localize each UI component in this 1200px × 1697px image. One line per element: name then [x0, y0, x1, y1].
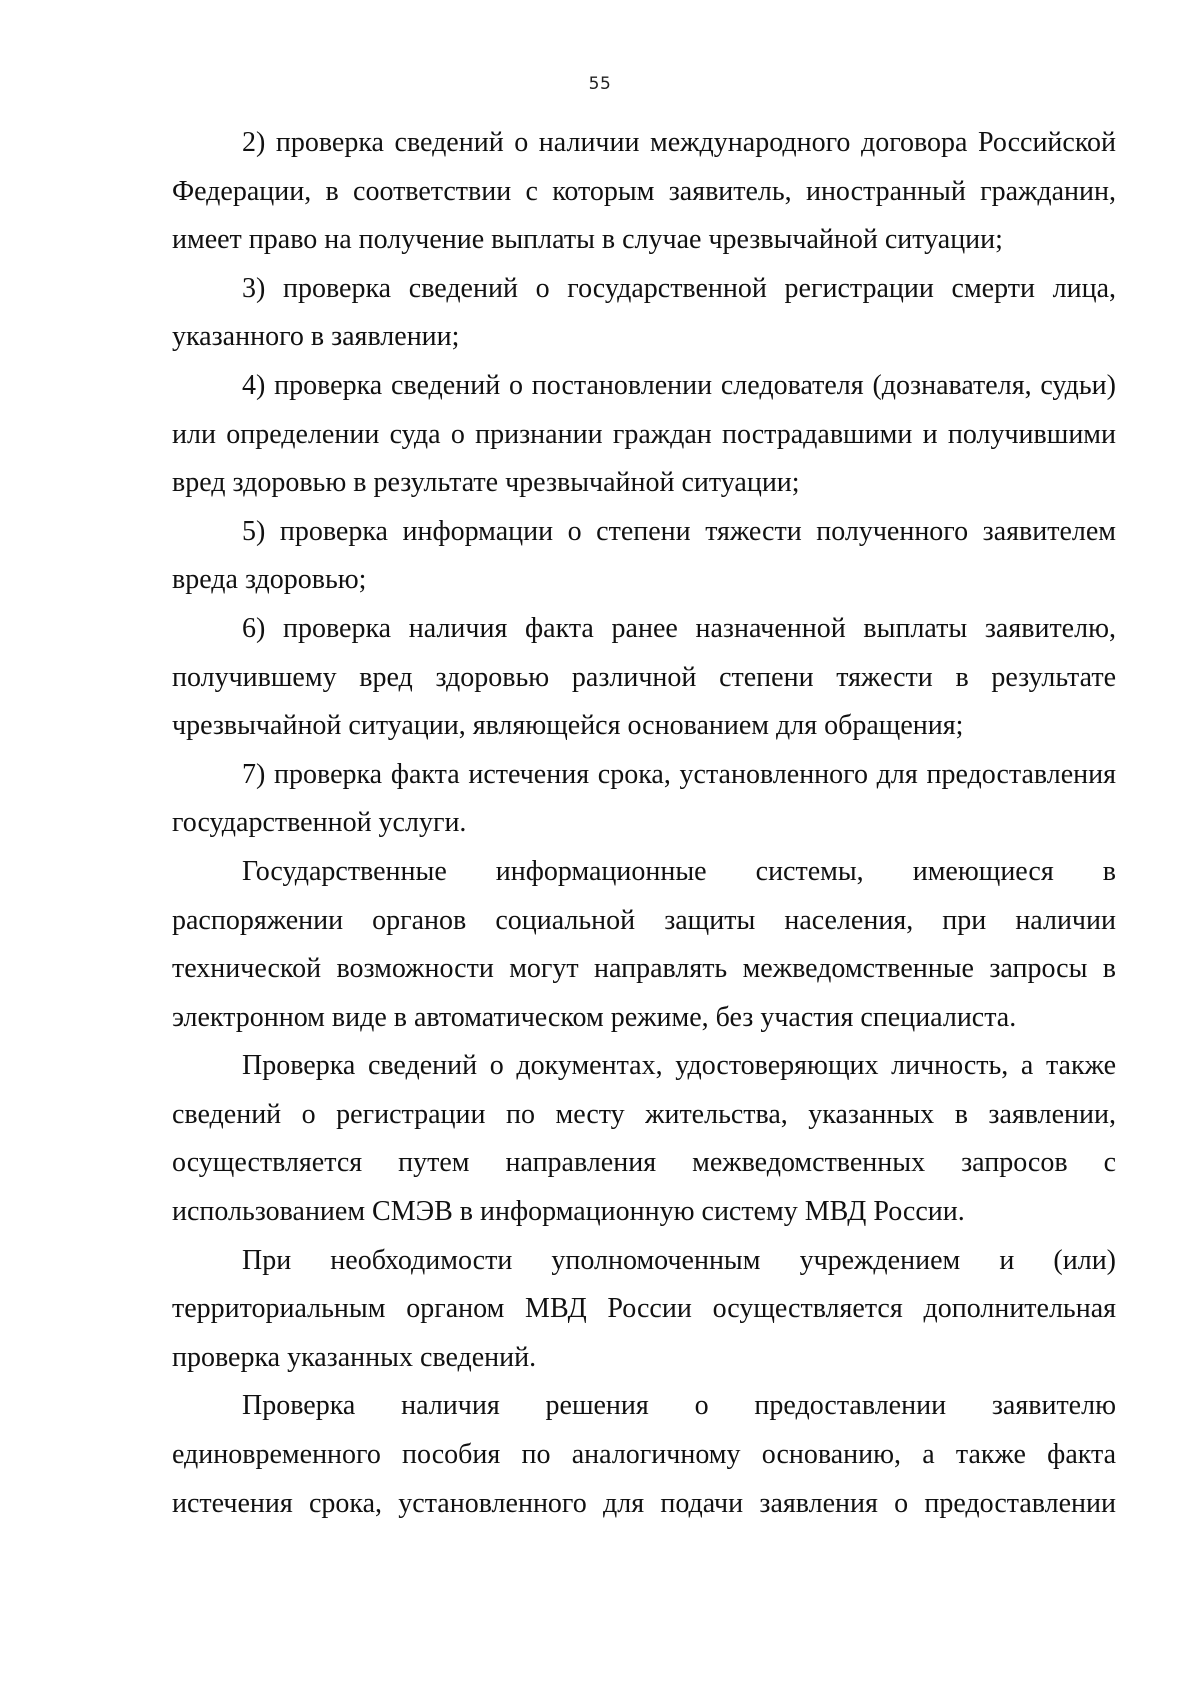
paragraph-information-systems: Государственные информационные системы, имеющиеся в распоряжении органов социальной защиты населения, при наличии технической возможности могут направлять межведомственные запросы в электронном виде в автоматическом режиме, без участия специалиста.	[172, 855, 1116, 1033]
document-body	[172, 119, 1116, 1528]
paragraph-item-2: 2) проверка сведений о наличии международного договора Российской Федерации, в соответствии с которым заявитель, иностранный гражданин, имеет право на получение выплаты в случае чрезвычайной ситуации;	[172, 127, 1116, 256]
paragraph-decision-check: Проверка наличия решения о предоставлении заявителю единовременного пособия по аналогичному основанию, а также факта истечения срока, установленного для подачи заявления о предоставлении	[172, 1390, 1116, 1519]
paragraph-item-7: 7) проверка факта истечения срока, установленного для предоставления государственной услуги.	[172, 758, 1116, 839]
paragraph-item-4: 4) проверка сведений о постановлении следователя (дознавателя, судьи) или определении суда о признании граждан пострадавшими и получившими вред здоровью в результате чрезвычайной ситуации;	[172, 369, 1116, 499]
paragraph-item-3: 3) проверка сведений о государственной регистрации смерти лица, указанного в заявлении;	[172, 272, 1116, 353]
paragraph-item-5: 5) проверка информации о степени тяжести полученного заявителем вреда здоровью;	[172, 515, 1116, 596]
paragraph-item-6: 6) проверка наличия факта ранее назначенной выплаты заявителю, получившему вред здоровью различной степени тяжести в результате чрезвычайной ситуации, являющейся основанием для обращения;	[172, 612, 1116, 742]
paragraph-additional-check: При необходимости уполномоченным учреждением и (или) территориальным органом МВД России осуществляется дополнительная проверка указанных сведений.	[172, 1244, 1116, 1373]
paragraph-identity-check: Проверка сведений о документах, удостоверяющих личность, а также сведений о регистрации по месту жительства, указанных в заявлении, осуществляется путем направления межведомственных запросов с использованием СМЭВ в информационную систему МВД России.	[172, 1050, 1116, 1228]
page-number: 55	[588, 74, 612, 94]
